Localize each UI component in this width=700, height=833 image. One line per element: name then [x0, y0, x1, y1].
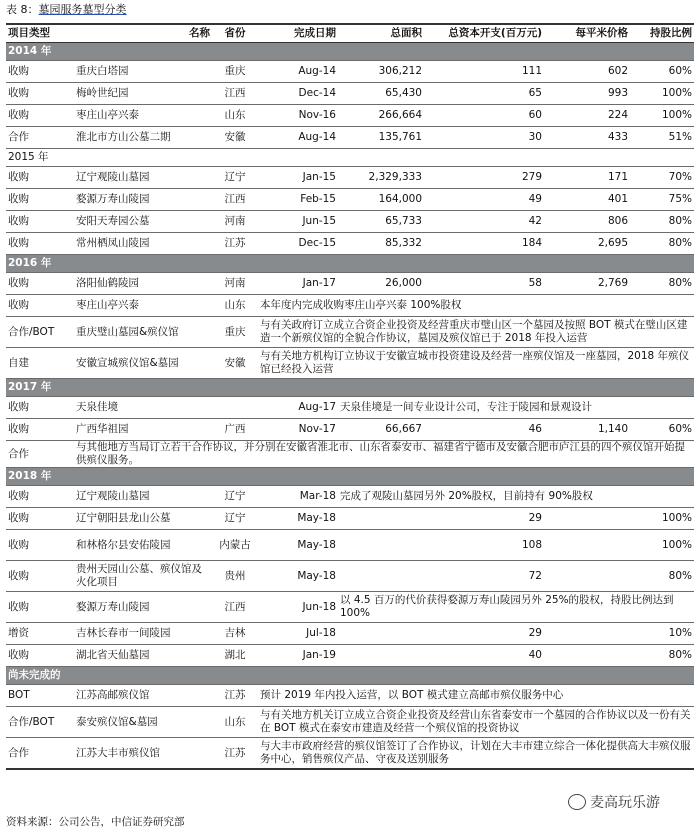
table-cell: 75% [630, 189, 694, 211]
year-label: 2018 年 [6, 468, 694, 486]
table-cell: 30 [424, 127, 544, 149]
table-cell: 收购 [6, 273, 74, 295]
table-cell: 2,329,333 [338, 167, 424, 189]
table-cell: 广西华祖园 [74, 419, 212, 441]
description-cell: 与有关政府订立成立合资企业投资及经营重庆市璧山区一个墓园及按照 BOT 模式在璧山区建造一个新殡仪馆的全貌合作协议，墓园及殡仪馆已于 2018 年投入运营 [258, 317, 694, 348]
table-cell: 江苏 [212, 233, 258, 255]
table-cell: 80% [630, 645, 694, 667]
table-cell: 收购 [6, 397, 74, 419]
table-cell [544, 530, 630, 561]
table-cell [338, 530, 424, 561]
table-row [6, 530, 694, 561]
table-cell: Aug-14 [258, 127, 338, 149]
table-cell: 吉林 [212, 623, 258, 645]
table-row [6, 83, 694, 105]
table-cell: 111 [424, 61, 544, 83]
table-cell: 602 [544, 61, 630, 83]
table-cell: 收购 [6, 167, 74, 189]
table-cell: 184 [424, 233, 544, 255]
table-cell: 合作/BOT [6, 317, 74, 348]
source-note: 资料来源：公司公告，中信证券研究部 [6, 816, 185, 828]
table-cell: 山东 [212, 105, 258, 127]
table-cell: 江西 [212, 83, 258, 105]
table-cell: 贵州 [212, 561, 258, 592]
table-cell: 江苏高邮殡仪馆 [74, 685, 212, 707]
table-cell: 婺源万寿山陵园 [74, 592, 212, 623]
table-cell: 46 [424, 419, 544, 441]
header-cell: 总面积 [338, 24, 424, 43]
table-cell: 401 [544, 189, 630, 211]
table-cell: 65,733 [338, 211, 424, 233]
table-cell: 自建 [6, 348, 74, 379]
table-cell: 辽宁朝阳县龙山公墓 [74, 508, 212, 530]
table-row [6, 441, 694, 468]
table-cell: 辽宁 [212, 508, 258, 530]
table-row [6, 561, 694, 592]
cemetery-table [6, 23, 694, 770]
table-cell [212, 397, 258, 419]
table-cell: 梅岭世纪园 [74, 83, 212, 105]
year-row [6, 43, 694, 61]
table-cell: 重庆 [212, 317, 258, 348]
table-cell: 85,332 [338, 233, 424, 255]
table-body [6, 43, 694, 770]
table-cell: 合作 [6, 441, 74, 468]
table-cell: 山东 [212, 295, 258, 317]
table-cell: Jun-15 [258, 211, 338, 233]
header-cell: 持股比例 [630, 24, 694, 43]
table-cell: 收购 [6, 592, 74, 623]
table-cell: 100% [630, 83, 694, 105]
table-cell: 806 [544, 211, 630, 233]
table-row [6, 189, 694, 211]
table-row [6, 738, 694, 770]
table-cell: 吉林长春市一间陵园 [74, 623, 212, 645]
table-cell: 66,667 [338, 419, 424, 441]
table-cell: 山东 [212, 707, 258, 738]
table-row [6, 623, 694, 645]
table-cell: 淮北市方山公墓二期 [74, 127, 212, 149]
table-cell: Nov-16 [258, 105, 338, 127]
table-cell: 70% [630, 167, 694, 189]
table-cell: 993 [544, 83, 630, 105]
table-cell: 100% [630, 530, 694, 561]
table-cell: 贵州天园山公墓、殡仪馆及火化项目 [74, 561, 212, 592]
table-cell: 2,769 [544, 273, 630, 295]
header-cell: 总资本开支(百万元) [424, 24, 544, 43]
table-row [6, 592, 694, 623]
table-cell: 42 [424, 211, 544, 233]
table-cell: 收购 [6, 645, 74, 667]
table-cell: May-18 [258, 508, 338, 530]
year-row [6, 667, 694, 685]
table-cell: 江苏 [212, 685, 258, 707]
table-cell: 171 [544, 167, 630, 189]
table-cell: 收购 [6, 561, 74, 592]
table-cell: 60% [630, 419, 694, 441]
table-cell: 433 [544, 127, 630, 149]
table-cell: 49 [424, 189, 544, 211]
description-cell: 与其他地方当局订立若干合作协议，并分别在安徽省淮北市、山东省泰安市、福建省宁德市及安徽合肥市庐江县的四个殡仪馆开始提供殡仪服务。 [74, 441, 694, 468]
table-cell: 重庆白塔园 [74, 61, 212, 83]
table-cell: 80% [630, 211, 694, 233]
table-cell: 江西 [212, 592, 258, 623]
table-cell: Nov-17 [258, 419, 338, 441]
table-cell: 164,000 [338, 189, 424, 211]
watermark-text: 麦高玩乐游 [590, 795, 660, 811]
table-cell: 266,664 [338, 105, 424, 127]
table-cell: Feb-15 [258, 189, 338, 211]
year-row [6, 379, 694, 397]
table-cell: 108 [424, 530, 544, 561]
table-cell: 72 [424, 561, 544, 592]
table-cell: 河南 [212, 211, 258, 233]
table-cell [338, 561, 424, 592]
table-cell: May-18 [258, 530, 338, 561]
table-cell: 279 [424, 167, 544, 189]
table-row [6, 645, 694, 667]
table-cell: 306,212 [338, 61, 424, 83]
table-cell: 收购 [6, 508, 74, 530]
table-cell: 29 [424, 623, 544, 645]
year-label: 2017 年 [6, 379, 694, 397]
table-cell: 收购 [6, 233, 74, 255]
table-row [6, 508, 694, 530]
table-cell: 26,000 [338, 273, 424, 295]
description-cell: 与有关地方机关订立成立合资企业投资及经营山东省泰安市一个墓园的合作协议以及一份有关在 BOT 模式在泰安市建造及经营一个殡仪馆的投资协议 [258, 707, 694, 738]
table-cell: 65 [424, 83, 544, 105]
table-cell: 收购 [6, 189, 74, 211]
table-cell: 收购 [6, 105, 74, 127]
table-cell: 58 [424, 273, 544, 295]
table-cell: May-18 [258, 561, 338, 592]
year-row [6, 255, 694, 273]
table-cell: 10% [630, 623, 694, 645]
table-cell [338, 623, 424, 645]
table-cell: 135,761 [338, 127, 424, 149]
header-cell: 完成日期 [258, 24, 338, 43]
table-cell: Jun-18 [258, 592, 338, 623]
table-cell: 河南 [212, 273, 258, 295]
table-cell: 收购 [6, 211, 74, 233]
header-cell: 省份 [212, 24, 258, 43]
table-cell: 100% [630, 508, 694, 530]
table-cell: 40 [424, 645, 544, 667]
table-cell: Jan-17 [258, 273, 338, 295]
table-title-main: 墓园服务墓型分类 [38, 3, 127, 16]
table-cell: 和林格尔县安佑陵园 [74, 530, 212, 561]
description-cell: 与有关地方机构订立协议于安徽宣城市投资建设及经营一座殡仪馆及一座墓园，2018 年殡仪馆已经投入运营 [258, 348, 694, 379]
table-cell: 51% [630, 127, 694, 149]
table-cell: 辽宁 [212, 167, 258, 189]
table-cell: 辽宁观陵山墓园 [74, 486, 212, 508]
table-cell: 收购 [6, 83, 74, 105]
table-cell: 安阳天寿园公墓 [74, 211, 212, 233]
table-cell [544, 623, 630, 645]
table-cell: 60 [424, 105, 544, 127]
watermark [568, 792, 660, 812]
table-cell: Jul-18 [258, 623, 338, 645]
table-cell: 合作 [6, 127, 74, 149]
table-cell: 收购 [6, 530, 74, 561]
table-cell [544, 561, 630, 592]
table-cell: Dec-15 [258, 233, 338, 255]
table-cell: 湖北 [212, 645, 258, 667]
table-row [6, 707, 694, 738]
year-row [6, 468, 694, 486]
description-cell: 与大丰市政府经营的殡仪馆签订了合作协议，计划在大丰市建立综合一体化提供高大丰殡仪服务中心，销售殡仪产品、守夜及送别服务 [258, 738, 694, 770]
table-row [6, 295, 694, 317]
year-label: 尚未完成的 [6, 667, 694, 685]
table-cell: 合作/BOT [6, 707, 74, 738]
table-cell: Jan-19 [258, 645, 338, 667]
table-cell: 65,430 [338, 83, 424, 105]
table-row [6, 273, 694, 295]
table-cell: 80% [630, 233, 694, 255]
year-label: 2016 年 [6, 255, 694, 273]
table-cell: 辽宁 [212, 486, 258, 508]
table-cell: 安徽 [212, 127, 258, 149]
table-cell: 内蒙古 [212, 530, 258, 561]
table-title-prefix: 表 8： [6, 3, 39, 16]
description-cell: 以 4.5 百万的代价获得婺源万寿山陵园另外 25%的股权，持股比例达到 100% [338, 592, 694, 623]
table-cell: 29 [424, 508, 544, 530]
header-row [6, 24, 694, 43]
header-cell: 项目类型 [6, 24, 74, 43]
table-cell: 枣庄山亭兴泰 [74, 295, 212, 317]
table-cell: Dec-14 [258, 83, 338, 105]
table-cell: 婺源万寿山陵园 [74, 189, 212, 211]
table-cell: 广西 [212, 419, 258, 441]
table-row [6, 397, 694, 419]
table-row [6, 105, 694, 127]
description-cell: 完成了观陵山墓园另外 20%股权，目前持有 90%股权 [338, 486, 694, 508]
table-title [6, 3, 127, 17]
table-cell [544, 508, 630, 530]
table-cell: Mar-18 [258, 486, 338, 508]
table-cell: 辽宁观陵山墓园 [74, 167, 212, 189]
header-cell: 名称 [74, 24, 212, 43]
table-cell: 收购 [6, 486, 74, 508]
table-cell: 增资 [6, 623, 74, 645]
table-cell: 60% [630, 61, 694, 83]
table-cell: 安徽 [212, 348, 258, 379]
table-cell: 江苏 [212, 738, 258, 770]
description-cell: 天泉佳境是一间专业设计公司，专注于陵园和景观设计 [338, 397, 694, 419]
table-row [6, 419, 694, 441]
year-label: 2015 年 [6, 149, 694, 167]
table-cell: 枣庄山亭兴泰 [74, 105, 212, 127]
table-cell: 收购 [6, 295, 74, 317]
table-row [6, 486, 694, 508]
table-cell: Aug-17 [258, 397, 338, 419]
table-row [6, 167, 694, 189]
table-cell: 安徽宣城殡仪馆&墓园 [74, 348, 212, 379]
year-label: 2014 年 [6, 43, 694, 61]
table-cell: 江苏大丰市殡仪馆 [74, 738, 212, 770]
table-cell: 天泉佳境 [74, 397, 212, 419]
table-cell: 80% [630, 273, 694, 295]
table-cell: 合作 [6, 738, 74, 770]
table-cell: 重庆璧山墓园&殡仪馆 [74, 317, 212, 348]
table-cell: 收购 [6, 419, 74, 441]
table-row [6, 211, 694, 233]
table-cell: 重庆 [212, 61, 258, 83]
table-cell: 224 [544, 105, 630, 127]
table-cell: 1,140 [544, 419, 630, 441]
table-cell [338, 508, 424, 530]
table-row [6, 61, 694, 83]
wechat-icon [568, 794, 586, 810]
table-cell [544, 645, 630, 667]
table-row [6, 127, 694, 149]
table-cell: Jan-15 [258, 167, 338, 189]
table-row [6, 317, 694, 348]
description-cell: 预计 2019 年内投入运营，以 BOT 模式建立高邮市殡仪服务中心 [258, 685, 694, 707]
table-cell: 100% [630, 105, 694, 127]
table-cell: 常州栖凤山陵园 [74, 233, 212, 255]
table-cell: 湖北省天仙墓园 [74, 645, 212, 667]
description-cell: 本年度内完成收购枣庄山亭兴泰 100%股权 [258, 295, 694, 317]
table-cell: 收购 [6, 61, 74, 83]
table-cell [338, 645, 424, 667]
header-cell: 每平米价格 [544, 24, 630, 43]
table-row [6, 348, 694, 379]
table-cell: 江西 [212, 189, 258, 211]
year-row [6, 149, 694, 167]
table-cell: BOT [6, 685, 74, 707]
table-cell: Aug-14 [258, 61, 338, 83]
table-cell: 洛阳仙鹤陵园 [74, 273, 212, 295]
table-cell: 泰安殡仪馆&墓园 [74, 707, 212, 738]
table-cell: 2,695 [544, 233, 630, 255]
table-row [6, 685, 694, 707]
table-cell: 80% [630, 561, 694, 592]
table-row [6, 233, 694, 255]
